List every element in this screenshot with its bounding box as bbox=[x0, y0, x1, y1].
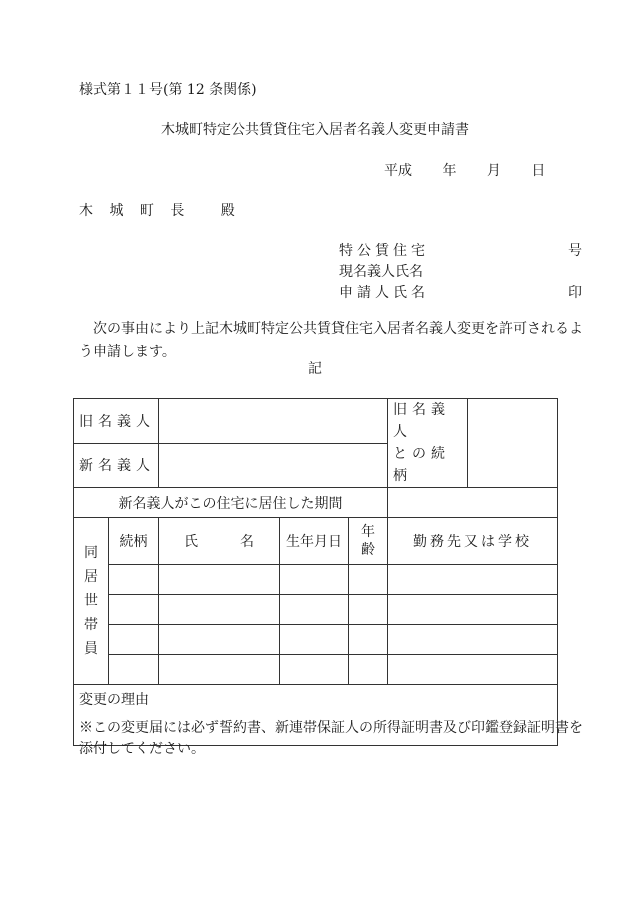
col-workplace-header: 勤務先又は学校 bbox=[388, 518, 558, 565]
addressee: 木 城 町 長 殿 bbox=[79, 203, 241, 219]
new-holder-label: 新名義人 bbox=[74, 443, 159, 488]
household-row bbox=[74, 655, 558, 685]
household-age-cell[interactable] bbox=[349, 655, 388, 685]
household-workplace-cell[interactable] bbox=[388, 565, 558, 595]
col-relation-header: 続柄 bbox=[109, 518, 159, 565]
household-char-2: 居 bbox=[84, 569, 98, 585]
date-era: 平成 bbox=[384, 163, 412, 179]
household-name-cell[interactable] bbox=[159, 565, 280, 595]
house-suffix: 号 bbox=[568, 243, 582, 259]
household-workplace-cell[interactable] bbox=[388, 655, 558, 685]
old-holder-value[interactable] bbox=[159, 399, 388, 444]
household-workplace-cell[interactable] bbox=[388, 595, 558, 625]
household-birthdate-cell[interactable] bbox=[280, 625, 349, 655]
age-char-2: 齢 bbox=[361, 542, 375, 558]
household-relation-cell[interactable] bbox=[109, 595, 159, 625]
house-label: 特公賃住宅 bbox=[339, 243, 429, 259]
relation-to-old-holder-value[interactable] bbox=[468, 399, 558, 488]
relation-label-line2: との続柄 bbox=[393, 446, 451, 484]
col-birthdate-header: 生年月日 bbox=[280, 518, 349, 565]
household-relation-cell[interactable] bbox=[109, 625, 159, 655]
age-char-1: 年 bbox=[361, 524, 375, 540]
household-members-label bbox=[74, 518, 109, 685]
household-relation-cell[interactable] bbox=[109, 655, 159, 685]
household-row bbox=[74, 595, 558, 625]
application-table bbox=[73, 398, 558, 746]
date-line bbox=[384, 160, 545, 180]
residence-period-value[interactable] bbox=[388, 488, 558, 518]
household-char-1: 同 bbox=[84, 545, 98, 561]
residence-period-label: 新名義人がこの住宅に居住した期間 bbox=[74, 488, 388, 518]
household-age-cell[interactable] bbox=[349, 565, 388, 595]
date-day: 日 bbox=[531, 163, 546, 179]
household-birthdate-cell[interactable] bbox=[280, 565, 349, 595]
ki-heading: 記 bbox=[308, 361, 322, 377]
household-age-cell[interactable] bbox=[349, 595, 388, 625]
applicant-label: 申請人氏名 bbox=[339, 285, 429, 301]
current-holder-label: 現名義人氏名 bbox=[339, 264, 423, 280]
col-name-header: 氏 名 bbox=[159, 518, 280, 565]
attachment-note: ※この変更届には必ず誓約書、新連帯保証人の所得証明書及び印鑑登録証明書を添付してください。 bbox=[79, 720, 583, 757]
relation-label-line1: 旧名義人 bbox=[393, 402, 451, 440]
household-birthdate-cell[interactable] bbox=[280, 595, 349, 625]
document-title: 木城町特定公共賃貸住宅入居者名義人変更申請書 bbox=[161, 122, 469, 138]
household-row bbox=[74, 625, 558, 655]
household-char-4: 帯 bbox=[84, 617, 98, 633]
household-char-3: 世 bbox=[84, 593, 98, 609]
household-row bbox=[74, 565, 558, 595]
seal-mark: 印 bbox=[568, 285, 582, 301]
old-holder-label: 旧名義人 bbox=[74, 399, 159, 444]
household-age-cell[interactable] bbox=[349, 625, 388, 655]
household-name-cell[interactable] bbox=[159, 655, 280, 685]
form-number: 様式第１１号(第 12 条関係) bbox=[79, 82, 257, 98]
change-reason-label: 変更の理由 bbox=[79, 692, 149, 708]
household-char-5: 員 bbox=[84, 641, 98, 657]
household-relation-cell[interactable] bbox=[109, 565, 159, 595]
date-year: 年 bbox=[442, 163, 457, 179]
household-name-cell[interactable] bbox=[159, 625, 280, 655]
household-name-cell[interactable] bbox=[159, 595, 280, 625]
household-workplace-cell[interactable] bbox=[388, 625, 558, 655]
col-age-header bbox=[349, 518, 388, 565]
date-month: 月 bbox=[486, 163, 501, 179]
household-birthdate-cell[interactable] bbox=[280, 655, 349, 685]
new-holder-value[interactable] bbox=[159, 443, 388, 488]
request-statement: 次の事由により上記木城町特定公共賃貸住宅入居者名義人変更を許可されるよう申請します。 bbox=[79, 321, 583, 360]
relation-to-old-holder-label bbox=[388, 399, 468, 488]
